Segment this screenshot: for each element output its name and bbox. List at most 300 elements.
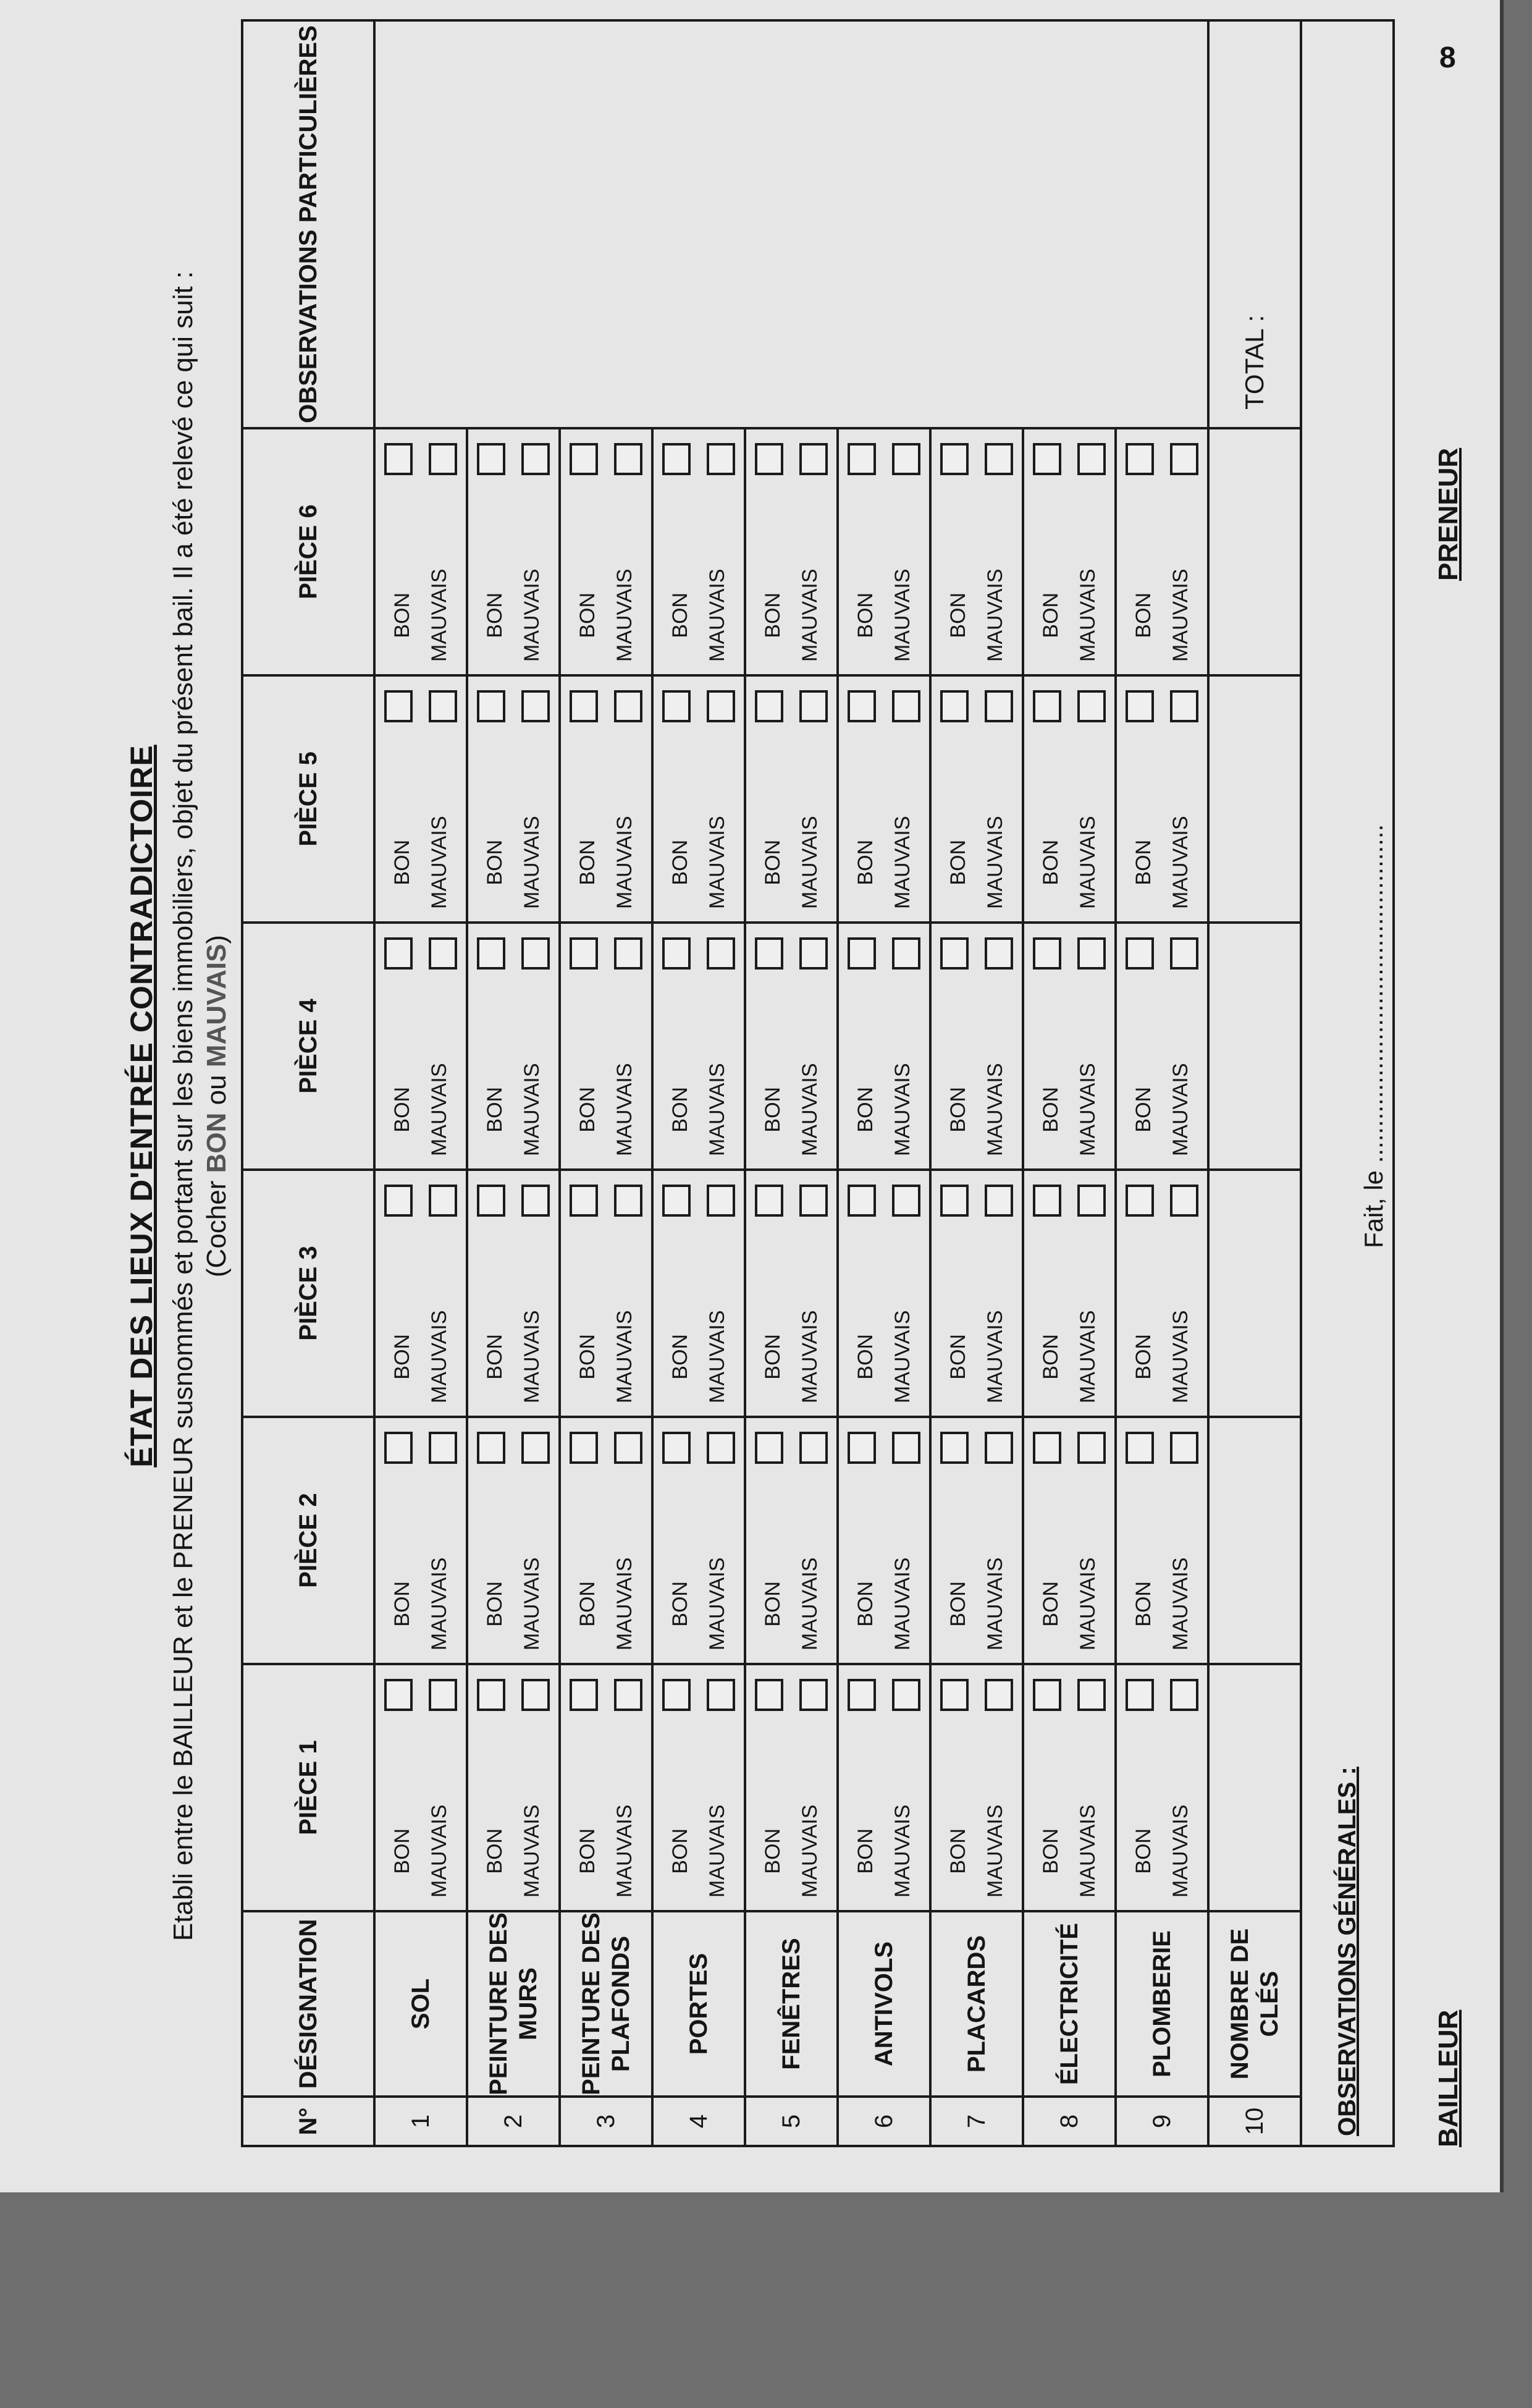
mauvais-checkbox[interactable]	[1077, 690, 1106, 722]
bon-checkbox[interactable]	[477, 443, 505, 475]
header-designation: DÉSIGNATION	[242, 1911, 374, 2097]
option-bon-label: BON	[483, 592, 507, 638]
condition-options	[561, 924, 651, 1168]
condition-options	[1024, 1418, 1114, 1663]
condition-options	[468, 677, 558, 921]
condition-options	[839, 1665, 929, 1910]
option-mauvais-label: MAUVAIS	[1169, 1557, 1192, 1650]
bon-checkbox[interactable]	[940, 1432, 969, 1464]
mauvais-checkbox[interactable]	[985, 690, 1013, 722]
bon-checkbox[interactable]	[384, 937, 413, 970]
option-bon-label: BON	[1132, 1581, 1155, 1627]
option-bon-label: BON	[483, 1333, 507, 1380]
bon-checkbox[interactable]	[477, 690, 505, 722]
mauvais-checkbox[interactable]	[892, 1679, 920, 1711]
row-designation: PORTES	[652, 1911, 745, 2097]
bon-checkbox[interactable]	[848, 937, 876, 970]
option-mauvais-label: MAUVAIS	[1076, 1804, 1100, 1898]
keys-piece-2[interactable]	[1208, 1417, 1301, 1664]
header-piece-1: PIÈCE 1	[242, 1664, 374, 1911]
option-mauvais-label: MAUVAIS	[1076, 568, 1100, 662]
option-bon-label: BON	[390, 1086, 414, 1133]
mauvais-checkbox[interactable]	[614, 443, 642, 475]
condition-labels	[476, 1063, 550, 1156]
bon-checkbox[interactable]	[1126, 443, 1154, 475]
checkbox-group	[755, 443, 828, 475]
option-mauvais-label: MAUVAIS	[983, 816, 1007, 909]
mauvais-checkbox[interactable]	[799, 1432, 828, 1464]
mauvais-checkbox[interactable]	[521, 1679, 550, 1711]
mauvais-checkbox[interactable]	[1170, 1185, 1198, 1217]
condition-labels	[384, 1804, 458, 1898]
condition-options	[376, 924, 466, 1168]
condition-cell-piece-1	[560, 1664, 652, 1911]
mauvais-checkbox[interactable]	[799, 443, 828, 475]
keys-piece-5[interactable]	[1208, 675, 1301, 923]
condition-labels	[662, 1063, 736, 1156]
checkbox-group	[848, 937, 920, 970]
bon-checkbox[interactable]	[1126, 1185, 1154, 1217]
bon-checkbox[interactable]	[755, 937, 783, 970]
checkbox-group	[1033, 1432, 1106, 1464]
option-bon-label: BON	[390, 592, 414, 638]
condition-cell-piece-2	[652, 1417, 745, 1664]
option-mauvais-label: MAUVAIS	[1076, 1063, 1100, 1156]
condition-labels	[847, 1310, 921, 1403]
keys-row-label: NOMBRE DE CLÉS	[1208, 1911, 1301, 2097]
checkbox-group	[940, 937, 1013, 970]
bon-checkbox[interactable]	[570, 1679, 598, 1711]
general-observations-label[interactable]: OBSERVATIONS GÉNÉRALES :	[1301, 20, 1394, 2146]
mauvais-checkbox[interactable]	[985, 1432, 1013, 1464]
row-number: 1	[374, 2097, 467, 2146]
condition-cell-piece-6	[930, 428, 1023, 675]
condition-options	[839, 677, 929, 921]
bon-checkbox[interactable]	[1033, 937, 1061, 970]
mauvais-checkbox[interactable]	[707, 1432, 735, 1464]
bon-checkbox[interactable]	[662, 690, 691, 722]
mauvais-checkbox[interactable]	[521, 690, 550, 722]
bon-checkbox[interactable]	[755, 1679, 783, 1711]
mauvais-checkbox[interactable]	[614, 1432, 642, 1464]
observations-cell[interactable]	[374, 20, 1208, 428]
condition-labels	[1032, 1063, 1106, 1156]
option-bon-label: BON	[668, 839, 692, 885]
condition-labels	[662, 1804, 736, 1898]
bon-checkbox[interactable]	[940, 1679, 969, 1711]
checkbox-group	[1126, 1679, 1198, 1711]
mauvais-checkbox[interactable]	[892, 443, 920, 475]
mauvais-checkbox[interactable]	[892, 1432, 920, 1464]
bon-checkbox[interactable]	[477, 937, 505, 970]
bon-checkbox[interactable]	[570, 1432, 598, 1464]
bon-checkbox[interactable]	[848, 690, 876, 722]
condition-options	[932, 1665, 1022, 1910]
mauvais-checkbox[interactable]	[985, 443, 1013, 475]
condition-options	[561, 429, 651, 674]
bon-checkbox[interactable]	[940, 1185, 969, 1217]
condition-options	[376, 1418, 466, 1663]
mauvais-checkbox[interactable]	[985, 1185, 1013, 1217]
bon-checkbox[interactable]	[1126, 1432, 1154, 1464]
bon-checkbox[interactable]	[384, 1679, 413, 1711]
condition-labels	[1125, 816, 1199, 909]
option-bon-label: BON	[576, 1828, 599, 1874]
bon-checkbox[interactable]	[662, 937, 691, 970]
mauvais-checkbox[interactable]	[799, 1679, 828, 1711]
option-mauvais-label: MAUVAIS	[613, 816, 636, 909]
checkbox-group	[384, 1185, 457, 1217]
mauvais-checkbox[interactable]	[707, 690, 735, 722]
bon-checkbox[interactable]	[1033, 443, 1061, 475]
bon-checkbox[interactable]	[570, 443, 598, 475]
mauvais-checkbox[interactable]	[614, 1185, 642, 1217]
mauvais-checkbox[interactable]	[614, 937, 642, 970]
condition-options	[1117, 1418, 1207, 1663]
mauvais-checkbox[interactable]	[892, 1185, 920, 1217]
option-bon-label: BON	[1039, 1828, 1063, 1874]
condition-cell-piece-6	[652, 428, 745, 675]
checkbox-group	[1126, 937, 1198, 970]
option-mauvais-label: MAUVAIS	[983, 1557, 1007, 1650]
mauvais-checkbox[interactable]	[521, 937, 550, 970]
condition-cell-piece-3	[838, 1170, 930, 1417]
mauvais-checkbox[interactable]	[1077, 443, 1106, 475]
row-number: 9	[1116, 2097, 1208, 2146]
bon-checkbox[interactable]	[477, 1432, 505, 1464]
condition-labels	[847, 816, 921, 909]
option-bon-label: BON	[1039, 839, 1063, 885]
mauvais-checkbox[interactable]	[707, 443, 735, 475]
checkbox-group	[940, 443, 1013, 475]
keys-piece-1[interactable]	[1208, 1664, 1301, 1911]
mauvais-checkbox[interactable]	[429, 1185, 457, 1217]
checkbox-group	[477, 1679, 550, 1711]
condition-cell-piece-5	[745, 675, 838, 923]
condition-cell-piece-1	[1023, 1664, 1116, 1911]
bon-checkbox[interactable]	[848, 1432, 876, 1464]
row-designation: SOL	[374, 1911, 467, 2097]
condition-options	[746, 1418, 836, 1663]
bon-checkbox[interactable]	[570, 937, 598, 970]
condition-options	[561, 1665, 651, 1910]
table-row	[374, 20, 467, 2146]
condition-options	[376, 677, 466, 921]
bon-checkbox[interactable]	[1033, 690, 1061, 722]
condition-labels	[940, 1063, 1014, 1156]
option-mauvais-label: MAUVAIS	[520, 568, 544, 662]
option-bon-label: BON	[946, 1581, 970, 1627]
condition-options	[746, 1171, 836, 1416]
row-number: 5	[745, 2097, 838, 2146]
condition-cell-piece-5	[1023, 675, 1116, 923]
bon-checkbox[interactable]	[1033, 1432, 1061, 1464]
condition-cell-piece-1	[930, 1664, 1023, 1911]
checkbox-group	[848, 1185, 920, 1217]
bon-checkbox[interactable]	[1033, 1185, 1061, 1217]
condition-options	[1117, 1665, 1207, 1910]
checkbox-group	[477, 443, 550, 475]
row-designation: ANTIVOLS	[838, 1911, 930, 2097]
option-mauvais-label: MAUVAIS	[613, 1557, 636, 1650]
condition-cell-piece-5	[374, 675, 467, 923]
mauvais-checkbox[interactable]	[521, 1185, 550, 1217]
keys-row-num: 10	[1208, 2097, 1301, 2146]
option-mauvais-label: MAUVAIS	[705, 816, 729, 909]
condition-cell-piece-1	[745, 1664, 838, 1911]
row-designation: FENÊTRES	[745, 1911, 838, 2097]
checkbox-group	[570, 937, 642, 970]
bon-checkbox[interactable]	[755, 443, 783, 475]
bon-checkbox[interactable]	[662, 1679, 691, 1711]
mauvais-checkbox[interactable]	[1170, 690, 1198, 722]
mauvais-checkbox[interactable]	[521, 443, 550, 475]
bon-checkbox[interactable]	[477, 1679, 505, 1711]
bon-checkbox[interactable]	[940, 443, 969, 475]
condition-labels	[940, 1310, 1014, 1403]
bon-checkbox[interactable]	[662, 1432, 691, 1464]
bon-checkbox[interactable]	[848, 443, 876, 475]
intro-line-2	[200, 6, 234, 2192]
keys-row	[1208, 20, 1301, 2146]
mauvais-checkbox[interactable]	[614, 1679, 642, 1711]
mauvais-checkbox[interactable]	[429, 1679, 457, 1711]
condition-cell-piece-1	[838, 1664, 930, 1911]
mauvais-checkbox[interactable]	[707, 1185, 735, 1217]
option-mauvais-label: MAUVAIS	[798, 816, 822, 909]
option-bon-label: BON	[1039, 1333, 1063, 1380]
checkbox-group	[848, 690, 920, 722]
option-bon-label: BON	[483, 1086, 507, 1133]
condition-labels	[476, 1310, 550, 1403]
mauvais-checkbox[interactable]	[429, 1432, 457, 1464]
option-mauvais-label: MAUVAIS	[427, 568, 451, 662]
checkbox-group	[755, 1185, 828, 1217]
option-bon-label: BON	[946, 1333, 970, 1380]
mauvais-checkbox[interactable]	[799, 690, 828, 722]
keys-piece-4[interactable]	[1208, 923, 1301, 1170]
condition-labels	[940, 1557, 1014, 1650]
checkbox-group	[570, 1432, 642, 1464]
condition-options	[932, 1171, 1022, 1416]
option-mauvais-label: MAUVAIS	[798, 1063, 822, 1156]
bon-checkbox[interactable]	[1126, 1679, 1154, 1711]
option-mauvais-label: MAUVAIS	[983, 1310, 1007, 1403]
condition-labels	[476, 816, 550, 909]
option-mauvais-label: MAUVAIS	[1169, 816, 1192, 909]
bon-checkbox[interactable]	[384, 1432, 413, 1464]
option-mauvais-label: MAUVAIS	[705, 1063, 729, 1156]
mauvais-checkbox[interactable]	[429, 937, 457, 970]
mauvais-checkbox[interactable]	[707, 1679, 735, 1711]
table-body	[374, 20, 1394, 2146]
bon-checkbox[interactable]	[1033, 1679, 1061, 1711]
bon-checkbox[interactable]	[384, 1185, 413, 1217]
option-bon-label: BON	[854, 1086, 877, 1133]
condition-options	[932, 924, 1022, 1168]
bailleur-signature-label: BAILLEUR	[1433, 2009, 1463, 2147]
date-line[interactable]: Fait, le ...............................................	[1359, 824, 1388, 1248]
checkbox-group	[1033, 443, 1106, 475]
bon-checkbox[interactable]	[662, 1185, 691, 1217]
condition-labels	[662, 1310, 736, 1403]
mauvais-checkbox[interactable]	[985, 937, 1013, 970]
checkbox-group	[940, 1432, 1013, 1464]
bon-checkbox[interactable]	[570, 690, 598, 722]
condition-labels	[754, 1310, 828, 1403]
bon-checkbox[interactable]	[1126, 937, 1154, 970]
option-mauvais-label: MAUVAIS	[613, 1804, 636, 1898]
mauvais-checkbox[interactable]	[1170, 443, 1198, 475]
option-bon-label: BON	[946, 592, 970, 638]
condition-cell-piece-6	[467, 428, 560, 675]
condition-labels	[1125, 568, 1199, 662]
checkbox-group	[755, 1432, 828, 1464]
checkbox-group	[940, 1185, 1013, 1217]
condition-options	[376, 1171, 466, 1416]
mauvais-checkbox[interactable]	[1170, 1679, 1198, 1711]
condition-labels	[1125, 1310, 1199, 1403]
condition-options	[561, 677, 651, 921]
bon-checkbox[interactable]	[1126, 690, 1154, 722]
condition-options	[1024, 1171, 1114, 1416]
condition-options	[1024, 429, 1114, 674]
mauvais-checkbox[interactable]	[614, 690, 642, 722]
option-bon-label: BON	[946, 1828, 970, 1874]
option-bon-label: BON	[668, 1828, 692, 1874]
condition-options	[561, 1418, 651, 1663]
mauvais-checkbox[interactable]	[892, 937, 920, 970]
condition-options	[376, 429, 466, 674]
inspection-table	[241, 19, 1395, 2147]
mauvais-checkbox[interactable]	[799, 1185, 828, 1217]
option-mauvais-label: MAUVAIS	[705, 568, 729, 662]
condition-cell-piece-6	[374, 428, 467, 675]
condition-labels	[847, 1804, 921, 1898]
bon-checkbox[interactable]	[755, 1185, 783, 1217]
option-bon-label: BON	[1039, 1086, 1063, 1133]
option-bon-label: BON	[483, 1581, 507, 1627]
condition-labels	[569, 568, 643, 662]
bon-checkbox[interactable]	[570, 1185, 598, 1217]
condition-labels	[1125, 1063, 1199, 1156]
mauvais-checkbox[interactable]	[1077, 1679, 1106, 1711]
bon-checkbox[interactable]	[940, 690, 969, 722]
mauvais-checkbox[interactable]	[1170, 937, 1198, 970]
row-designation: ÉLECTRICITÉ	[1023, 1911, 1116, 2097]
mauvais-checkbox[interactable]	[429, 443, 457, 475]
option-bon-label: BON	[668, 592, 692, 638]
option-bon-label: BON	[761, 1086, 785, 1133]
checkbox-group	[477, 690, 550, 722]
condition-options	[468, 1171, 558, 1416]
checkbox-group	[1033, 690, 1106, 722]
condition-cell-piece-3	[1023, 1170, 1116, 1417]
condition-options	[1117, 924, 1207, 1168]
condition-labels	[1125, 1804, 1199, 1898]
mauvais-checkbox[interactable]	[1170, 1432, 1198, 1464]
intro-line-1: Etabli entre le BAILLEUR et le PRENEUR susnommés et portant sur les biens immobiliers, objet du présent bail. Il a été relevé ce qui suit :	[168, 271, 198, 1941]
mauvais-checkbox[interactable]	[1077, 1185, 1106, 1217]
condition-cell-piece-2	[374, 1417, 467, 1664]
mauvais-checkbox[interactable]	[429, 690, 457, 722]
mauvais-checkbox[interactable]	[1077, 1432, 1106, 1464]
condition-cell-piece-6	[1116, 428, 1208, 675]
option-mauvais-label: MAUVAIS	[520, 816, 544, 909]
bon-checkbox[interactable]	[755, 690, 783, 722]
bon-checkbox[interactable]	[477, 1185, 505, 1217]
condition-options	[746, 677, 836, 921]
bon-checkbox[interactable]	[755, 1432, 783, 1464]
mauvais-checkbox[interactable]	[1077, 937, 1106, 970]
bon-checkbox[interactable]	[848, 1679, 876, 1711]
form-title: ÉTAT DES LIEUX D'ENTRÉE CONTRADICTOIRE	[124, 745, 159, 1468]
condition-cell-piece-4	[838, 923, 930, 1170]
option-mauvais-label: MAUVAIS	[798, 1804, 822, 1898]
condition-cell-piece-4	[467, 923, 560, 1170]
condition-options	[1024, 1665, 1114, 1910]
condition-labels	[384, 1310, 458, 1403]
option-bon-label: BON	[1132, 1333, 1155, 1380]
mauvais-checkbox[interactable]	[707, 937, 735, 970]
keys-piece-6[interactable]	[1208, 428, 1301, 675]
checkbox-group	[755, 690, 828, 722]
condition-options	[654, 677, 744, 921]
intro-mauvais: MAUVAIS	[201, 944, 232, 1068]
condition-labels	[754, 816, 828, 909]
bon-checkbox[interactable]	[384, 443, 413, 475]
checkbox-group	[662, 937, 735, 970]
checkbox-group	[477, 1185, 550, 1217]
condition-labels	[1032, 816, 1106, 909]
keys-piece-3[interactable]	[1208, 1170, 1301, 1417]
mauvais-checkbox[interactable]	[892, 690, 920, 722]
condition-cell-piece-2	[745, 1417, 838, 1664]
condition-labels	[1032, 568, 1106, 662]
header-num: N°	[242, 2097, 374, 2146]
checkbox-group	[755, 937, 828, 970]
option-mauvais-label: MAUVAIS	[613, 1310, 636, 1403]
condition-options	[1024, 924, 1114, 1168]
option-bon-label: BON	[668, 1333, 692, 1380]
condition-options	[932, 429, 1022, 674]
bon-checkbox[interactable]	[940, 937, 969, 970]
condition-labels	[754, 568, 828, 662]
condition-labels	[847, 1557, 921, 1650]
option-bon-label: BON	[946, 1086, 970, 1133]
condition-cell-piece-4	[930, 923, 1023, 1170]
mauvais-checkbox[interactable]	[985, 1679, 1013, 1711]
option-bon-label: BON	[576, 839, 599, 885]
condition-cell-piece-3	[374, 1170, 467, 1417]
option-mauvais-label: MAUVAIS	[1076, 816, 1100, 909]
bon-checkbox[interactable]	[384, 690, 413, 722]
bon-checkbox[interactable]	[662, 443, 691, 475]
intro-prefix: (Cocher	[201, 1173, 232, 1278]
condition-options	[654, 924, 744, 1168]
mauvais-checkbox[interactable]	[521, 1432, 550, 1464]
condition-labels	[940, 816, 1014, 909]
condition-cell-piece-4	[652, 923, 745, 1170]
mauvais-checkbox[interactable]	[799, 937, 828, 970]
option-mauvais-label: MAUVAIS	[891, 1063, 914, 1156]
bon-checkbox[interactable]	[848, 1185, 876, 1217]
condition-cell-piece-1	[467, 1664, 560, 1911]
condition-labels	[476, 1804, 550, 1898]
option-mauvais-label: MAUVAIS	[1169, 568, 1192, 662]
page-number: 8	[1439, 41, 1456, 74]
checkbox-group	[940, 690, 1013, 722]
